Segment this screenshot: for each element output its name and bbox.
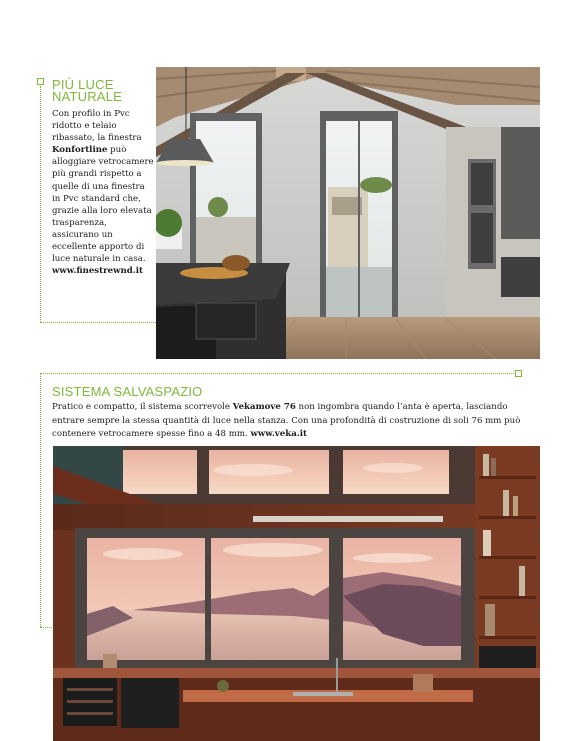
body-text: Pratico e compatto, il sistema scorrevole [52,402,233,412]
website-link[interactable]: www.finestrewnd.it [52,266,143,277]
section-body [52,401,522,442]
body-text: Con profilo in Pvc ridotto e telaio ribassato, la finestra [52,109,142,144]
section-marker [515,370,522,377]
brand-name: Konfortline [52,145,108,156]
brand-name: Vekamove 76 [232,402,296,412]
section-title: PIÙ LUCE NATURALE [52,77,122,104]
dotted-divider [40,86,41,322]
body-text: non ingombra quando l’anta è aperta, lasciando entrare sempre la stessa quantità di luce nella stanza. Con una profondità di costruzione di soli 76 mm può contenere vetrocamere spesse fino a 48 mm. [52,402,521,440]
sliding-window-photo [53,446,540,741]
section-body [52,108,154,277]
dotted-divider [40,374,41,627]
kitchen-attic-photo [156,67,540,359]
body-text: può alloggiare vetrocamere più grandi rispetto a quelle di una finestra in Pvc standard che, grazie alla loro elevata trasparenza, assicurano un eccellente apporto di luce naturale in casa. [52,145,154,265]
section-marker [37,78,44,85]
section-title: SISTEMA SALVASPAZIO [52,384,203,399]
dotted-divider [40,373,518,374]
website-link[interactable]: www.veka.it [250,429,308,440]
